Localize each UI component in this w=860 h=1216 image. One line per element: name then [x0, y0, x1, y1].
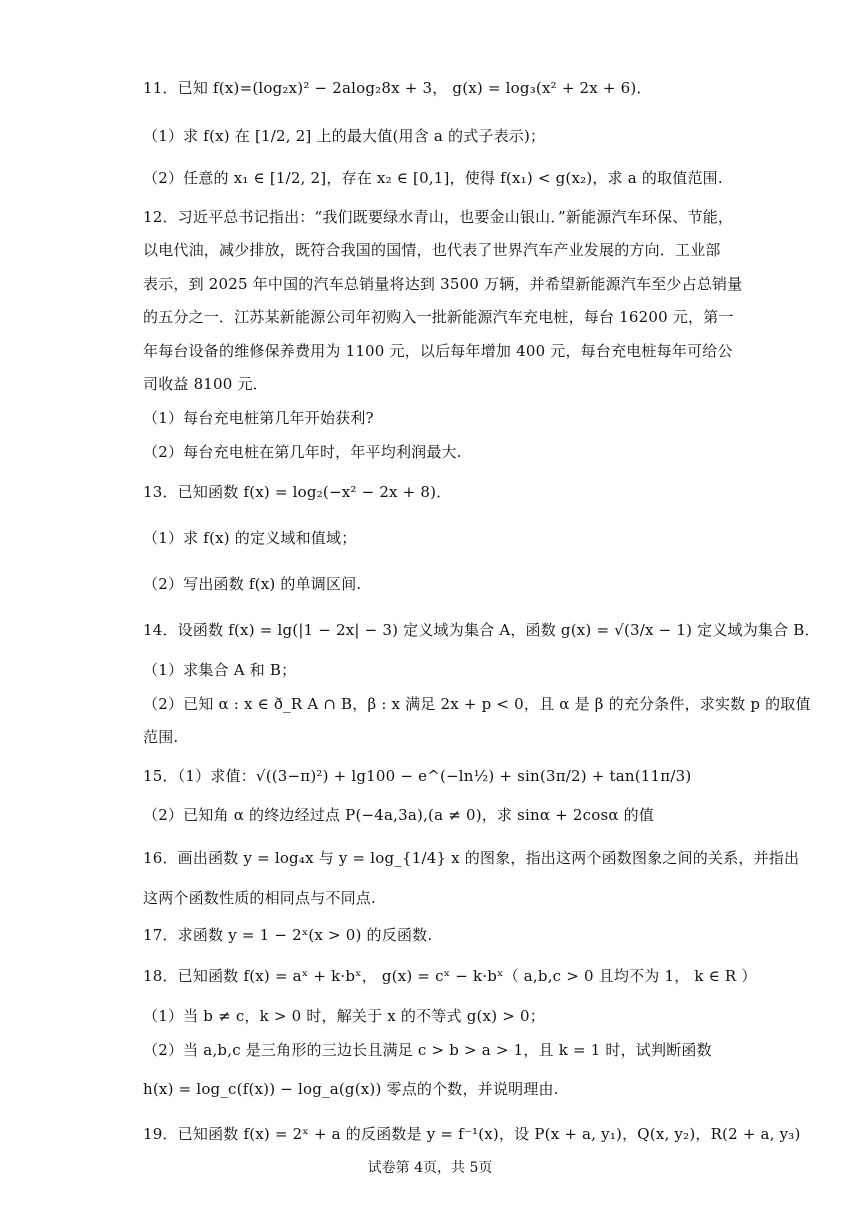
problem-18-part-2: （2）当 a,b,c 是三角形的三边长且满足 c > b > a > 1，且 k = 1 时，试判断函数 [143, 1041, 712, 1059]
problem-12-part-2: （2）每台充电桩在第几年时，年平均利润最大. [143, 443, 462, 461]
problem-11-part-2: （2）任意的 x₁ ∈ [1/2, 2]，存在 x₂ ∈ [0,1]，使得 f(x₁) < g(x₂)，求 a 的取值范围. [143, 169, 723, 187]
problem-13-part-2: （2）写出函数 f(x) 的单调区间. [143, 575, 362, 593]
problem-18-stem: 18．已知函数 f(x) = aˣ + k·bˣ， g(x) = cˣ − k·bˣ（ a,b,c > 0 且均不为 1， k ∈ R ） [143, 967, 757, 985]
problem-15-part-1: 15．（1）求值：√((3−π)²) + lg100 − e^(−ln½) + sin(3π/2) + tan(11π/3) [143, 767, 692, 785]
problem-18-part-1: （1）当 b ≠ c，k > 0 时，解关于 x 的不等式 g(x) > 0； [143, 1007, 545, 1025]
problem-11-stem: 11．已知 f(x)=(log₂x)² − 2alog₂8x + 3， g(x) = log₃(x² + 2x + 6)． [143, 79, 652, 97]
problem-12-line-3: 表示，到 2025 年中国的汽车总销量将达到 3500 万辆，并希望新能源汽车至少占总销量 [143, 275, 743, 293]
problem-17-stem: 17．求函数 y = 1 − 2ˣ(x > 0) 的反函数. [143, 926, 433, 944]
problem-14-part-1: （1）求集合 A 和 B； [143, 661, 297, 679]
problem-12-line-4: 的五分之一．江苏某新能源公司年初购入一批新能源汽车充电桩，每台 16200 元，第一 [143, 308, 734, 326]
problem-13-stem: 13．已知函数 f(x) = log₂(−x² − 2x + 8)． [143, 483, 452, 501]
problem-12-line-2: 以电代油，减少排放，既符合我国的国情，也代表了世界汽车产业发展的方向．工业部 [143, 241, 721, 259]
problem-15-part-2: （2）已知角 α 的终边经过点 P(−4a,3a),(a ≠ 0)，求 sinα + 2cosα 的值 [143, 806, 655, 824]
page-footer: 试卷第 4页，共 5页 [367, 1160, 493, 1176]
problem-12-line-6: 司收益 8100 元． [143, 375, 268, 393]
problem-16-line-1: 16．画出函数 y = log₄x 与 y = log_{1/4} x 的图象，指出这两个函数图象之间的关系，并指出 [143, 849, 800, 867]
problem-19-stem: 19．已知函数 f(x) = 2ˣ + a 的反函数是 y = f⁻¹(x)，设 P(x + a, y₁)，Q(x, y₂)，R(2 + a, y₃) [143, 1125, 801, 1143]
problem-12-line-1: 12．习近平总书记指出：“我们既要绿水青山，也要金山银山．”新能源汽车环保、节能， [143, 208, 734, 226]
problem-14-part-2: （2）已知 α : x ∈ ð_R A ∩ B，β : x 满足 2x + p < 0，且 α 是 β 的充分条件，求实数 p 的取值 [143, 695, 811, 713]
problem-16-line-2: 这两个函数性质的相同点与不同点. [143, 889, 376, 907]
problem-11-part-1: （1）求 f(x) 在 [1/2, 2] 上的最大值(用含 a 的式子表示)； [143, 127, 546, 145]
problem-13-part-1: （1）求 f(x) 的定义域和值域； [143, 529, 357, 547]
problem-12-line-5: 年每台设备的维修保养费用为 1100 元，以后每年增加 400 元，每台充电桩每年可给公 [143, 342, 733, 360]
problem-18-part-2-cont: h(x) = log_c(f(x)) − log_a(g(x)) 零点的个数，并说明理由. [143, 1080, 559, 1098]
problem-14-stem: 14．设函数 f(x) = lg(|1 − 2x| − 3) 定义域为集合 A，函数 g(x) = √(3/x − 1) 定义域为集合 B． [143, 621, 820, 639]
problem-12-part-1: （1）每台充电桩第几年开始获利? [143, 409, 374, 427]
problem-14-part-2-cont: 范围. [143, 728, 179, 746]
